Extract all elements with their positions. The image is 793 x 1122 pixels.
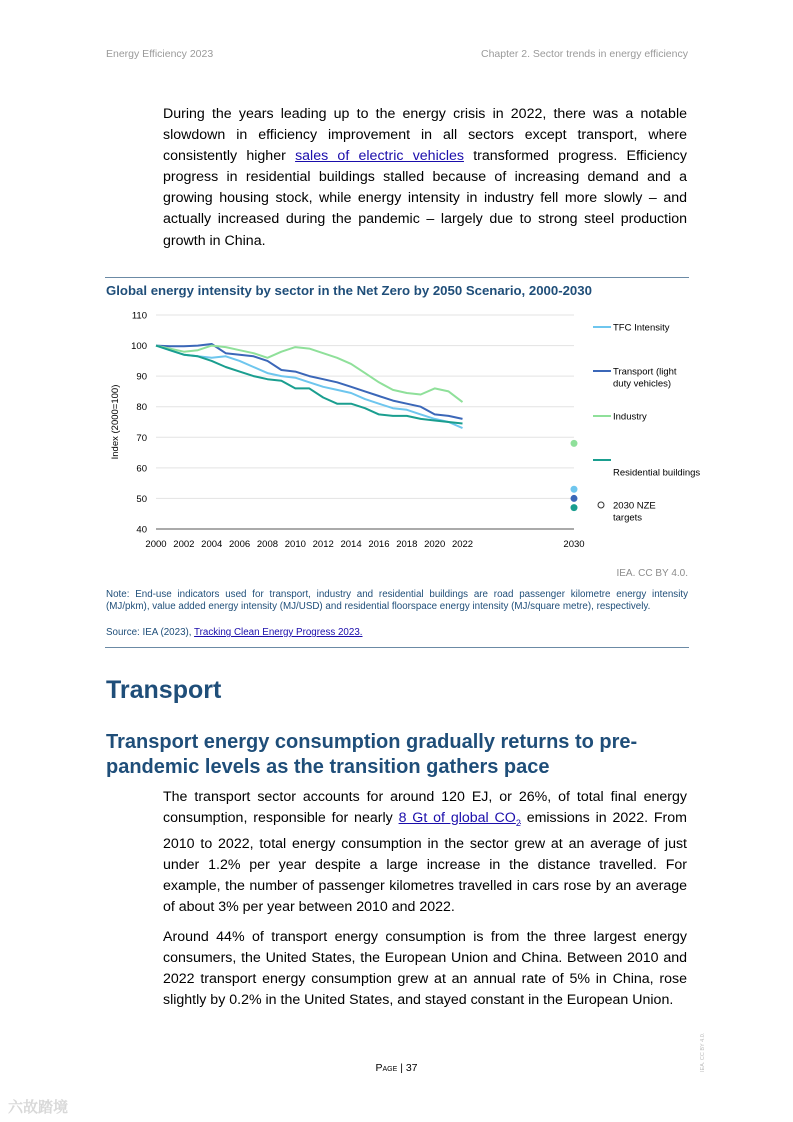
x-tick-label: 2006 (229, 539, 251, 550)
electric-vehicles-link[interactable]: sales of electric vehicles (295, 148, 464, 165)
y-tick-label: 90 (136, 371, 147, 383)
intro-text-before: During the years leading up to the energy crisis in 2022, there was a notable slowdown in efficiency improvement in all sectors except transport, where consistently higher (163, 106, 687, 165)
page-label: Page (375, 1062, 398, 1074)
y-tick-label: 70 (136, 432, 147, 444)
page-number: 37 (405, 1062, 418, 1074)
page-separator: | (400, 1062, 403, 1074)
co2-link-text: 8 Gt of global CO (398, 810, 516, 827)
x-tick-label: 2002 (173, 539, 195, 550)
y-tick-label: 50 (136, 493, 147, 505)
y-tick-label: 110 (131, 310, 147, 322)
transport-paragraph-1 (163, 787, 687, 918)
transport-paragraph-2: Around 44% of transport energy consumption is from the three largest energy consumers, the United States, the European Union and China. Between 2010 and 2022 transport energy consumption grew at an annual rate of 5% in China, rose slightly by 0.2% in the United States, and stayed constant in the European Union. (163, 929, 687, 1009)
target-2030-marker (571, 440, 578, 447)
side-credit-text: IEA. CC BY 4.0. (700, 1032, 706, 1072)
global-co2-link[interactable] (399, 810, 521, 826)
source-prefix: Source: IEA (2023), (106, 627, 195, 638)
x-tick-label: 2000 (145, 539, 167, 550)
figure-title: Global energy intensity by sector in the Net Zero by 2050 Scenario, 2000-2030 (106, 283, 592, 298)
x-tick-label: 2010 (284, 539, 306, 550)
figure-top-rule (105, 277, 689, 278)
y-tick-label: 100 (131, 341, 147, 353)
x-tick-label: 2016 (368, 539, 390, 550)
page-footer (0, 1062, 793, 1074)
x-tick-label: 2020 (424, 539, 446, 550)
intro-text-after: transformed progress. Efficiency progress in residential buildings stalled because of increasing demand and a growing housing stock, while energy intensity in industry fell more slowly – and actually increased during the pandemic – largely due to strong steel production growth in China. (163, 148, 687, 249)
x-tick-label: 2012 (312, 539, 334, 550)
x-tick-label: 2022 (451, 539, 474, 550)
p1-text-after: emissions in 2022. From 2010 to 2022, total energy consumption in the sector grew at an average of just under 1.2% per year despite a large increase in the distance travelled. For example, the number of passenger kilometres travelled in cars rose by an average of about 3% per year between 2010 and 2022. (163, 810, 687, 916)
figure-credit: IEA. CC BY 4.0. (616, 568, 688, 579)
series-line (156, 346, 463, 424)
subsection-heading: Transport energy consumption gradually returns to pre-pandemic levels as the transition gathers pace (106, 731, 638, 778)
figure-bottom-rule (105, 647, 689, 648)
legend-label: duty vehicles) (613, 378, 672, 390)
target-2030-marker (571, 504, 578, 511)
y-tick-label: 40 (136, 524, 147, 536)
x-tick-label: 2014 (340, 539, 362, 550)
series-line (156, 346, 463, 403)
energy-intensity-chart (100, 305, 700, 560)
tracking-clean-energy-link[interactable]: Tracking Clean Energy Progress 2023. (194, 627, 363, 638)
x-tick-label: 2008 (256, 539, 279, 550)
legend-label: Industry (613, 411, 647, 423)
figure-source (106, 627, 363, 638)
legend-label: targets (613, 512, 643, 524)
section-heading-transport: Transport (106, 676, 222, 704)
legend-label: Residential buildings (613, 467, 700, 479)
legend-label: Transport (light (613, 366, 677, 378)
co2-subscript: 2 (515, 817, 521, 828)
running-header-title: Energy Efficiency 2023 (106, 48, 214, 60)
watermark-logo: 六故踏境 (8, 1099, 69, 1116)
running-header-chapter: Chapter 2. Sector trends in energy efficiency (480, 48, 688, 60)
y-tick-label: 80 (136, 402, 147, 414)
target-2030-marker (571, 486, 578, 493)
x-tick-label: 2018 (396, 539, 418, 550)
target-2030-marker (571, 495, 578, 502)
p1-text-before: The transport sector accounts for around 120 EJ, or 26%, of total final energy consumption, responsible for nearly (163, 789, 687, 827)
legend-target-marker (598, 502, 604, 508)
figure-note: Note: End-use indicators used for transport, industry and residential buildings are road passenger kilometre energy intensity (MJ/pkm), value added energy intensity (MJ/USD) and residential floorspace energy intensity (MJ/square metre), respectively. (106, 589, 688, 613)
y-axis-label: Index (2000=100) (110, 384, 121, 460)
intro-paragraph (163, 104, 687, 252)
y-tick-label: 60 (136, 463, 147, 475)
legend-label: 2030 NZE (613, 500, 656, 512)
x-tick-label: 2004 (201, 539, 223, 550)
x-tick-label: 2030 (563, 539, 585, 550)
legend-label: TFC Intensity (613, 322, 670, 334)
side-credit (700, 1016, 715, 1072)
